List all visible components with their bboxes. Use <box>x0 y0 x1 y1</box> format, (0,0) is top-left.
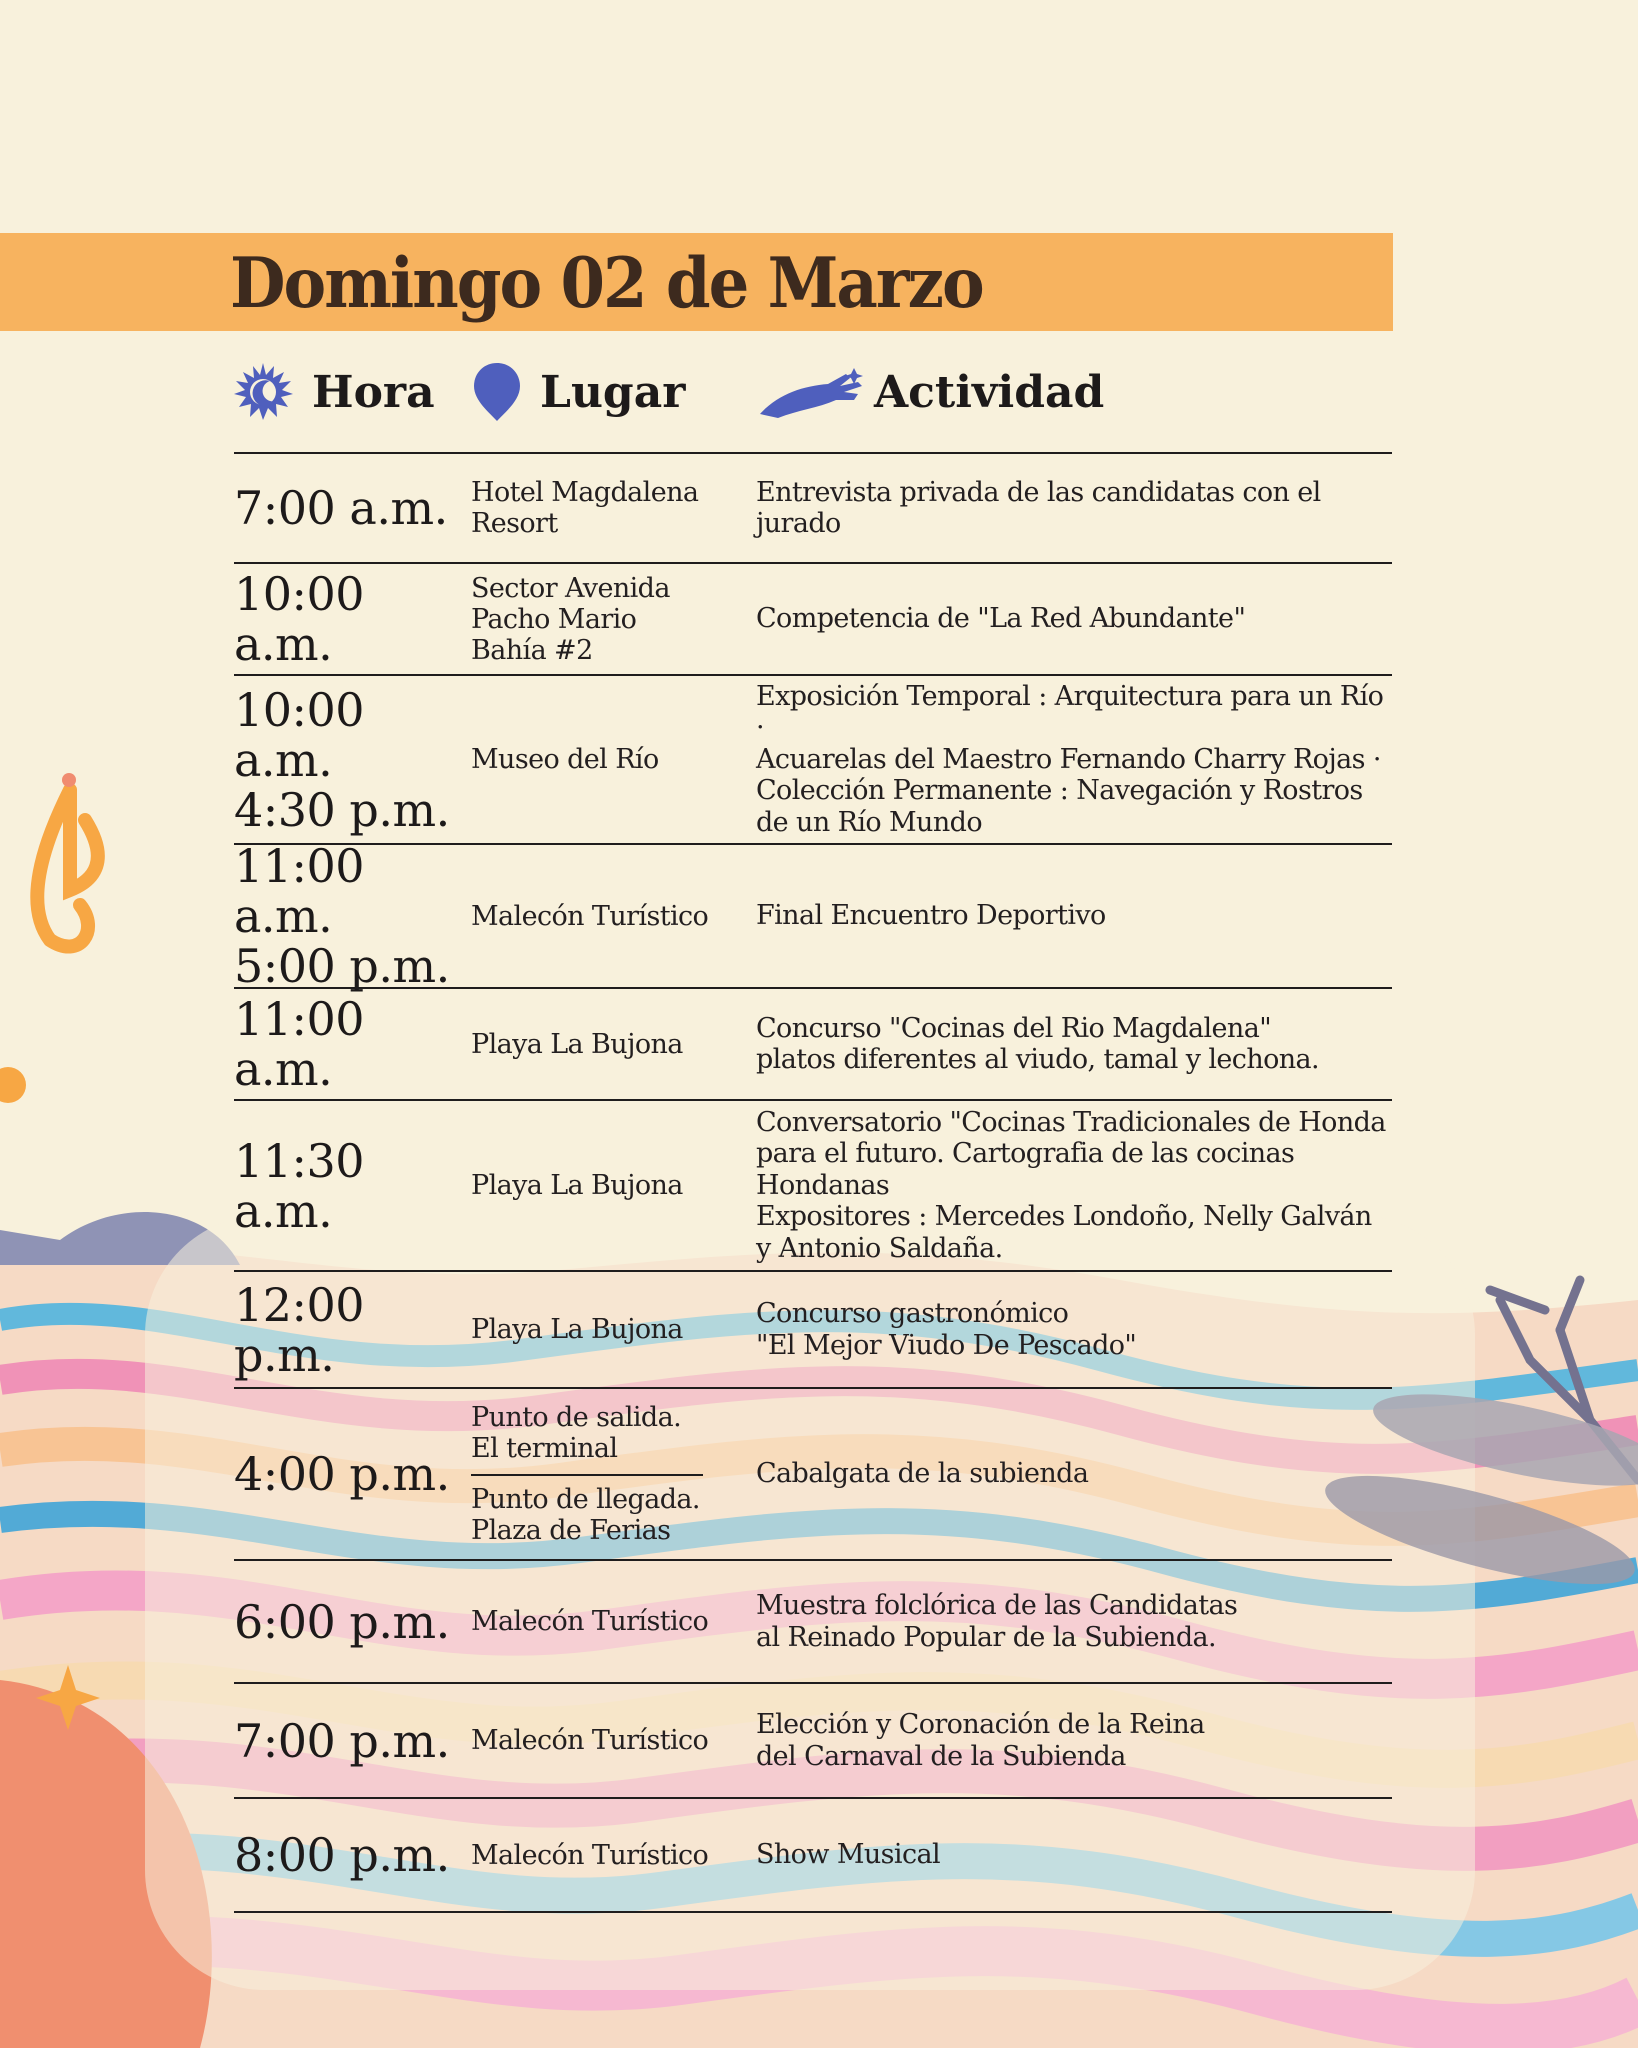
page-title: Domingo 02 de Marzo <box>230 243 983 325</box>
place-text: Malecón Turístico <box>471 1606 709 1637</box>
arrival-text: Plaza de Ferias <box>471 1515 671 1546</box>
activity-cell <box>756 477 1392 540</box>
place-cell <box>471 1170 756 1201</box>
time-cell <box>234 1830 471 1880</box>
table-row <box>234 1387 1392 1559</box>
activity-text: Show Musical <box>756 1839 941 1871</box>
column-header-actividad <box>758 357 1104 427</box>
time-cell <box>234 1133 471 1238</box>
time-text: 4:00 p.m. <box>234 1447 450 1501</box>
departure-text: Punto de salida. <box>471 1402 682 1433</box>
column-header-hora <box>232 357 435 427</box>
column-header-lugar <box>472 357 685 427</box>
column-header-actividad-label: Actividad <box>874 366 1105 418</box>
activity-text: Muestra folclórica de las Candidatas <box>756 1590 1238 1621</box>
place-text: Playa La Bujona <box>471 1028 683 1060</box>
time-text: 10:00 a.m. <box>234 567 365 671</box>
activity-text: Final Encuentro Deportivo <box>756 900 1106 932</box>
time-text: 11:00 a.m. <box>234 839 365 943</box>
time-cell <box>234 483 471 533</box>
activity-text: Competencia de "La Red Abundante" <box>756 603 1246 635</box>
column-header-hora-label: Hora <box>312 366 435 418</box>
time-cell <box>234 994 471 1094</box>
activity-cell <box>756 1107 1392 1265</box>
place-cell <box>471 1029 756 1060</box>
arrival-text: Punto de llegada. <box>471 1484 700 1515</box>
activity-text: Exposición Temporal : Arquitectura para un Río · <box>756 680 1384 744</box>
place-cell <box>471 901 756 932</box>
activity-text: Entrevista privada de las candidatas con el jurado <box>756 476 1321 539</box>
time-text: 12:00 p.m. <box>234 1277 365 1382</box>
time-cell <box>234 569 471 669</box>
activity-text: platos diferentes al viudo, tamal y lechona. <box>756 1044 1320 1075</box>
activity-cell <box>756 1458 1392 1490</box>
place-cell <box>471 1840 756 1871</box>
time-text: 6:00 p.m. <box>234 1594 450 1649</box>
activity-cell <box>756 1298 1392 1361</box>
column-header-lugar-label: Lugar <box>540 366 686 418</box>
time-text: 7:00 p.m. <box>234 1713 450 1768</box>
activity-text: Colección Permanente : Navegación y Rostros <box>756 775 1363 807</box>
sun-moon-icon <box>232 361 294 423</box>
place-cell <box>471 477 756 539</box>
activity-text: Concurso "Cocinas del Rio Magdalena" <box>756 1012 1272 1044</box>
table-row <box>234 674 1392 843</box>
place-text: Resort <box>471 508 558 539</box>
place-cell <box>471 1606 756 1637</box>
table-row <box>234 839 1392 993</box>
activity-text: Conversatorio "Cocinas Tradicionales de Honda <box>756 1106 1386 1138</box>
departure-text: El terminal <box>471 1433 618 1464</box>
table-row <box>234 1099 1392 1270</box>
time-cell <box>234 841 471 991</box>
activity-text: Acuarelas del Maestro Fernando Charry Rojas · <box>756 743 1381 775</box>
location-pin-icon <box>472 361 522 423</box>
time-text: 11:00 a.m. <box>234 992 365 1096</box>
activity-text: Elección y Coronación de la Reina <box>756 1709 1205 1740</box>
place-cell <box>471 1314 756 1345</box>
table-row <box>234 562 1392 674</box>
activity-cell <box>756 681 1392 839</box>
hand-icon <box>758 364 868 420</box>
place-text: Malecón Turístico <box>471 1839 709 1871</box>
place-cell <box>471 744 756 775</box>
time-cell <box>234 682 471 837</box>
activity-text: Expositores : Mercedes Londoño, Nelly Galván <box>756 1201 1372 1233</box>
place-text: Malecón Turístico <box>471 900 709 932</box>
date-banner <box>0 233 1393 331</box>
place-text: Playa La Bujona <box>471 1314 683 1345</box>
activity-cell <box>756 1013 1392 1076</box>
activity-text: Cabalgata de la subienda <box>756 1458 1089 1490</box>
time-text: 11:30 a.m. <box>234 1133 365 1238</box>
table-row <box>234 1797 1392 1913</box>
schedule-table <box>234 452 1392 1913</box>
table-row <box>234 987 1392 1099</box>
activity-text: del Carnaval de la Subienda <box>756 1740 1126 1772</box>
time-text: 4:30 p.m. <box>234 782 450 837</box>
place-text: Malecón Turístico <box>471 1725 709 1756</box>
activity-text: de un Río Mundo <box>756 806 982 838</box>
time-cell <box>234 1594 471 1649</box>
time-text: 10:00 a.m. <box>234 682 365 787</box>
table-row <box>234 1270 1392 1387</box>
time-text: 5:00 p.m. <box>234 939 450 993</box>
time-text: 7:00 a.m. <box>234 481 448 535</box>
place-text: Sector Avenida <box>471 572 670 604</box>
activity-text: y Antonio Saldaña. <box>756 1232 1003 1264</box>
activity-cell <box>756 1709 1392 1772</box>
place-text: Bahía #2 <box>471 634 593 666</box>
place-text: Hotel Magdalena <box>471 477 699 508</box>
table-row <box>234 1682 1392 1797</box>
place-text: Pacho Mario <box>471 603 637 635</box>
time-text: 8:00 p.m. <box>234 1828 450 1882</box>
place-cell <box>471 1402 756 1546</box>
place-divider <box>471 1474 703 1476</box>
activity-cell <box>756 1590 1392 1653</box>
table-row <box>234 1559 1392 1682</box>
place-text: Museo del Río <box>471 744 659 775</box>
activity-text: para el futuro. Cartografia de las cocinas Hondanas <box>756 1138 1295 1201</box>
time-cell <box>234 1449 471 1499</box>
activity-cell <box>756 603 1392 635</box>
activity-text: Concurso gastronómico <box>756 1298 1069 1329</box>
activity-text: "El Mejor Viudo De Pescado" <box>756 1329 1137 1361</box>
activity-cell <box>756 900 1392 932</box>
activity-cell <box>756 1839 1392 1871</box>
place-cell <box>471 573 756 666</box>
time-cell <box>234 1713 471 1768</box>
activity-text: al Reinado Popular de la Subienda. <box>756 1621 1216 1653</box>
place-cell <box>471 1725 756 1756</box>
time-cell <box>234 1277 471 1382</box>
table-row <box>234 452 1392 562</box>
place-text: Playa La Bujona <box>471 1170 683 1201</box>
